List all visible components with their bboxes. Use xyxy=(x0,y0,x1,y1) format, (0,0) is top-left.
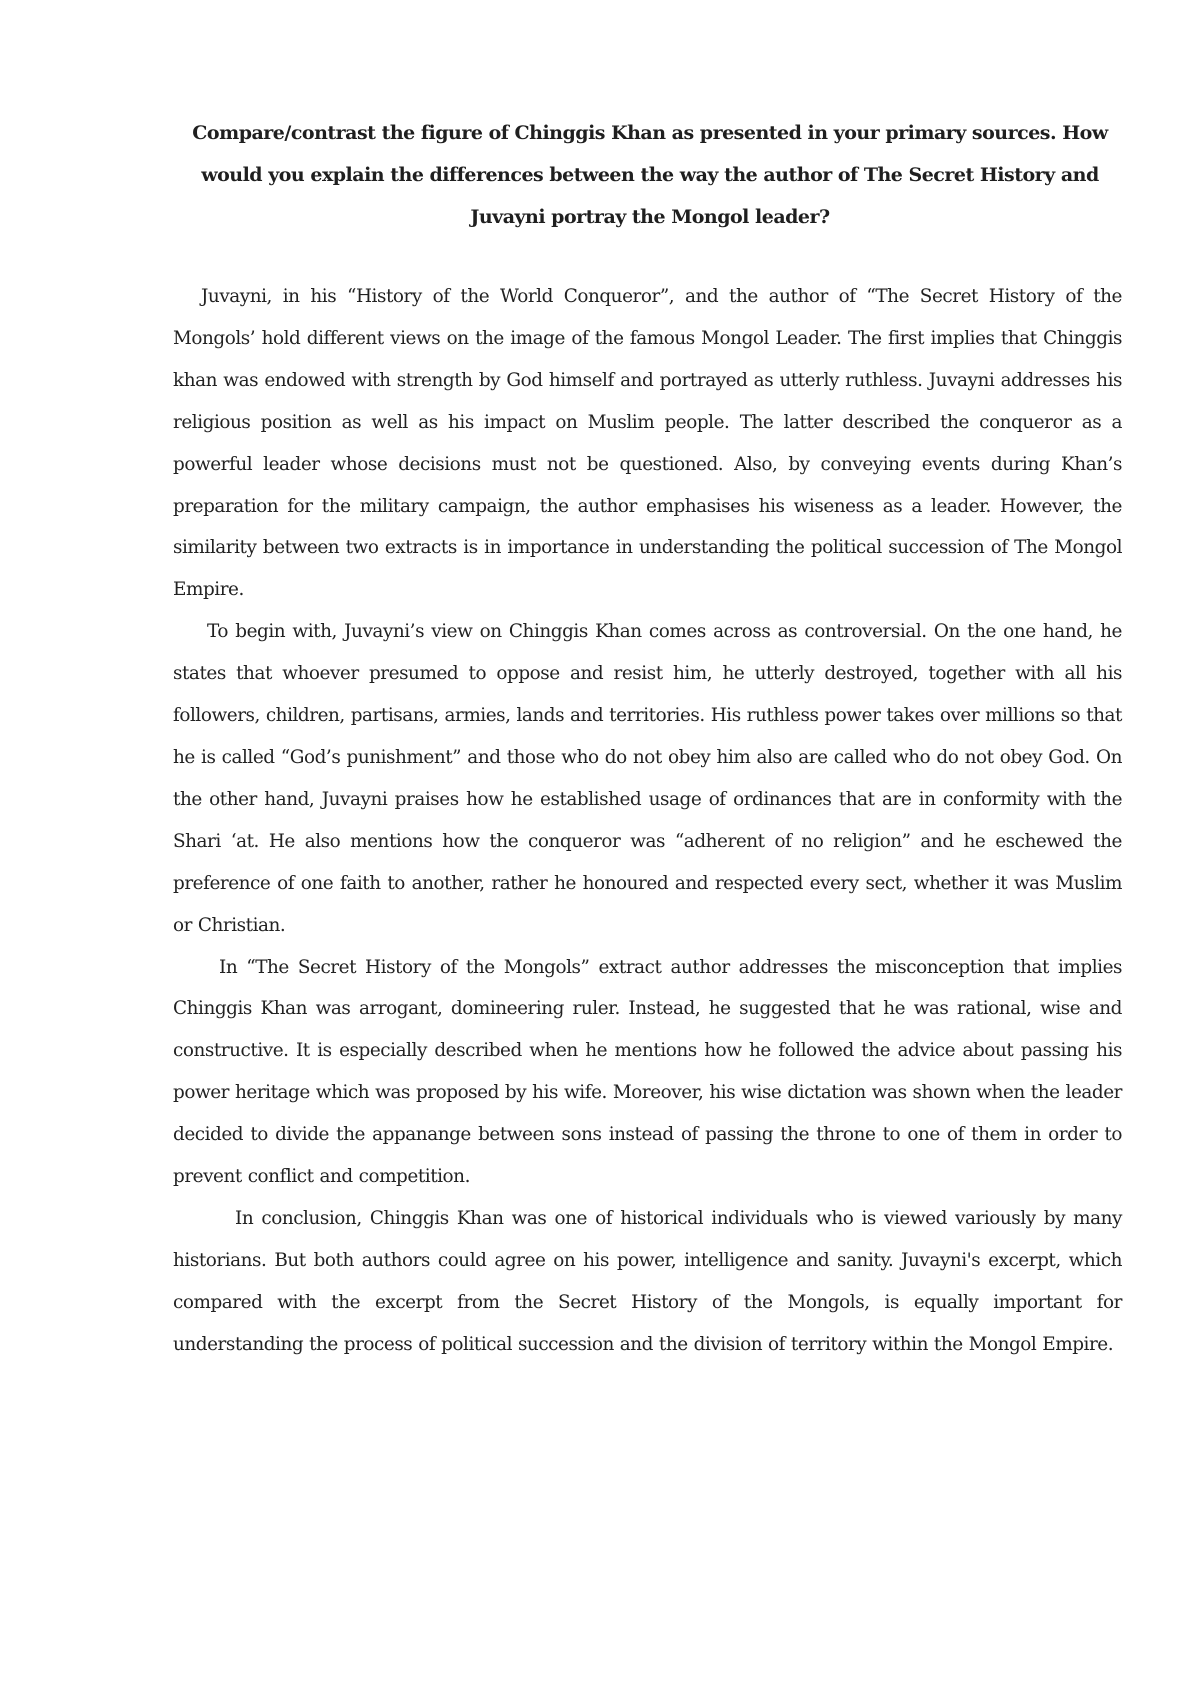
essay-body xyxy=(173,276,1122,1366)
paragraph-introduction: Juvayni, in his “History of the World Conqueror”, and the author of “The Secret History of the Mongols’ hold different views on the image of the famous Mongol Leader. The first implies that Chinggis khan was endowed with strength by God himself and portrayed as utterly ruthless. Juvayni addresses his religious position as well as his impact on Muslim people. The latter described the conqueror as a powerful leader whose decisions must not be questioned. Also, by conveying events during Khan’s preparation for the military campaign, the author emphasises his wiseness as a leader. However, the similarity between two extracts is in importance in understanding the political succession of The Mongol Empire. xyxy=(173,286,1122,601)
essay-question-title: Compare/contrast the figure of Chinggis Khan as presented in your primary sources. How would you explain the differences between the way the author of The Secret History and Juvayni portray the Mongol leader? xyxy=(192,122,1108,228)
paragraph-juvayni-view: To begin with, Juvayni’s view on Chinggis Khan comes across as controversial. On the one hand, he states that whoever presumed to oppose and resist him, he utterly destroyed, together with all his followers, children, partisans, armies, lands and territories. His ruthless power takes over millions so that he is called “God’s punishment” and those who do not obey him also are called who do not obey God. On the other hand, Juvayni praises how he established usage of ordinances that are in conformity with the Shari ‘at. He also mentions how the conqueror was “adherent of no religion” and he eschewed the preference of one faith to another, rather he honoured and respected every sect, whether it was Muslim or Christian. xyxy=(173,621,1122,936)
paragraph-conclusion: In conclusion, Chinggis Khan was one of historical individuals who is viewed variously by many historians. But both authors could agree on his power, intelligence and sanity. Juvayni's excerpt, which compared with the excerpt from the Secret History of the Mongols, is equally important for understanding the process of political succession and the division of territory within the Mongol Empire. xyxy=(173,1207,1122,1355)
paragraph-secret-history-view: In “The Secret History of the Mongols” extract author addresses the misconception that implies Chinggis Khan was arrogant, domineering ruler. Instead, he suggested that he was rational, wise and constructive. It is especially described when he mentions how he followed the advice about passing his power heritage which was proposed by his wife. Moreover, his wise dictation was shown when the leader decided to divide the appanange between sons instead of passing the throne to one of them in order to prevent conflict and competition. xyxy=(173,956,1122,1188)
